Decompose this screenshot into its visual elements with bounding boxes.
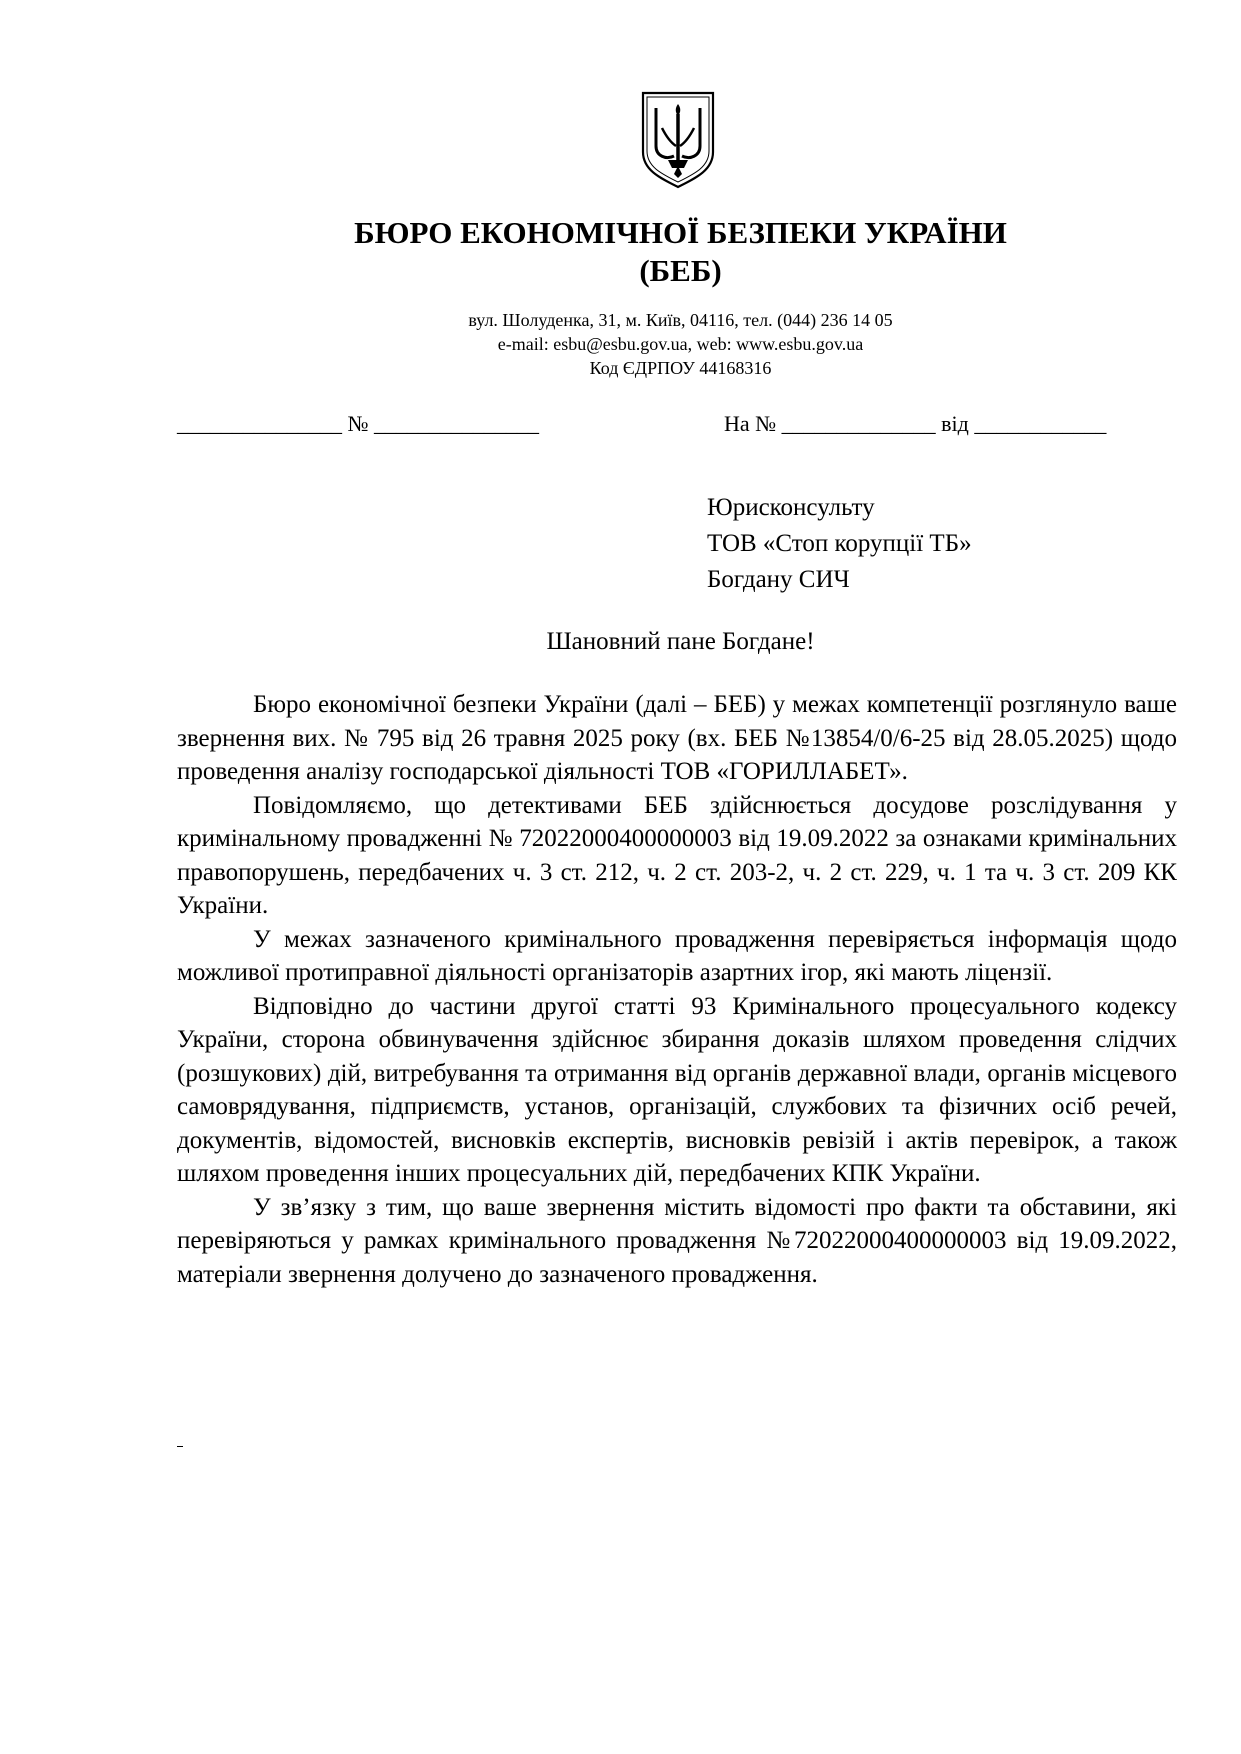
stray-mark: [177, 1446, 183, 1447]
edrpou-line: Код ЄДРПОУ 44168316: [589, 358, 772, 378]
outgoing-registration-field: _______________ № _______________: [177, 411, 539, 436]
paragraph: Бюро економічної безпеки України (далі – БЕБ) у межах компетенції розглянуло ваше звернення вих. № 795 від 26 травня 2025 року (вх. БЕБ №13854/0/6-25 від 28.05.2025) щодо проведення аналізу господарської діяльності ТОВ «ГОРИЛЛАБЕТ».: [177, 691, 1177, 785]
addressee-position: Юрисконсульту: [707, 494, 875, 521]
coat-of-arms-trident-icon: [640, 90, 716, 190]
organization-abbreviation: (БЕБ): [639, 253, 722, 288]
email-web-line: e-mail: esbu@esbu.gov.ua, web: www.esbu.gov.ua: [497, 334, 864, 354]
addressee-company: ТОВ «Стоп корупції ТБ»: [707, 530, 972, 557]
address-line: вул. Шолуденка, 31, м. Київ, 04116, тел. (044) 236 14 05: [468, 310, 893, 330]
greeting: Шановний пане Богдане!: [546, 628, 815, 655]
incoming-registration-field: На № ______________ від ____________: [724, 411, 1107, 436]
paragraph: Відповідно до частини другої статті 93 Кримінального процесуального кодексу України, сторона обвинувачення здійснює збирання доказів шляхом проведення слідчих (розшукових) дій, витребування та отримання від органів державної влади, органів місцевого самоврядування, підприємств, установ, організацій, службових та фізичних осіб речей, документів, відомостей, висновків експертів, висновків ревізій і актів перевірок, а також шляхом проведення інших процесуальних дій, передбачених КПК України.: [177, 992, 1177, 1187]
paragraph: У зв’язку з тим, що ваше звернення містить відомості про факти та обставини, які перевіряються у рамках кримінального провадження №72022000400000003 від 19.09.2022, матеріали звернення долучено до зазначеного провадження.: [177, 1193, 1177, 1288]
paragraph: У межах зазначеного кримінального провадження перевіряється інформація щодо можливої протиправної діяльності організаторів азартних ігор, які мають ліцензії.: [177, 925, 1177, 986]
organization-name: БЮРО ЕКОНОМІЧНОЇ БЕЗПЕКИ УКРАЇНИ: [354, 215, 1007, 250]
paragraph: Повідомляємо, що детективами БЕБ здійснюється досудове розслідування у кримінальному провадженні № 72022000400000003 від 19.09.2022 за ознаками кримінальних правопорушень, передбачених ч. 3 ст. 212, ч. 2 ст. 203-2, ч. 2 ст. 229, ч. 1 та ч. 3 ст. 209 КК України.: [177, 791, 1177, 919]
addressee-name: Богдану СИЧ: [707, 566, 850, 593]
letter-body: [177, 688, 1177, 1291]
